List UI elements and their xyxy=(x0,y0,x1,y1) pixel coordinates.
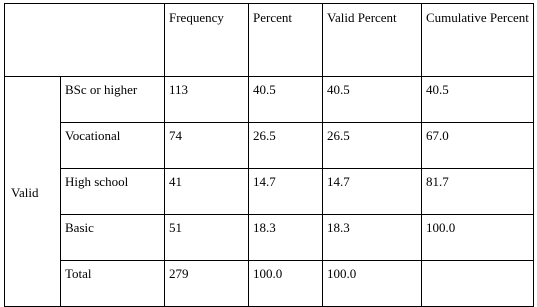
cell-percent: 26.5 xyxy=(249,123,323,169)
row-label: BSc or higher xyxy=(61,77,165,123)
cell-frequency: 279 xyxy=(165,261,249,307)
cell-frequency: 74 xyxy=(165,123,249,169)
table-row xyxy=(5,215,534,261)
cell-valid-percent: 26.5 xyxy=(323,123,422,169)
cell-valid-percent: 40.5 xyxy=(323,77,422,123)
group-label-valid: Valid xyxy=(5,77,61,307)
frequency-table xyxy=(4,3,534,307)
cell-cumulative-percent: 81.7 xyxy=(422,169,534,215)
cell-percent: 40.5 xyxy=(249,77,323,123)
cell-frequency: 41 xyxy=(165,169,249,215)
cell-cumulative-percent xyxy=(422,261,534,307)
cell-percent: 18.3 xyxy=(249,215,323,261)
header-cumulative-percent: Cumulative Percent xyxy=(422,4,534,77)
cell-valid-percent: 18.3 xyxy=(323,215,422,261)
row-label: Total xyxy=(61,261,165,307)
table-row xyxy=(5,123,534,169)
row-label: Vocational xyxy=(61,123,165,169)
cell-valid-percent: 14.7 xyxy=(323,169,422,215)
header-percent: Percent xyxy=(249,4,323,77)
table-row xyxy=(5,169,534,215)
cell-percent: 100.0 xyxy=(249,261,323,307)
cell-frequency: 113 xyxy=(165,77,249,123)
table-row xyxy=(5,77,534,123)
cell-percent: 14.7 xyxy=(249,169,323,215)
table-row xyxy=(5,261,534,307)
header-frequency: Frequency xyxy=(165,4,249,77)
row-label: High school xyxy=(61,169,165,215)
row-label: Basic xyxy=(61,215,165,261)
header-corner-cell xyxy=(5,4,165,77)
cell-valid-percent: 100.0 xyxy=(323,261,422,307)
cell-frequency: 51 xyxy=(165,215,249,261)
cell-cumulative-percent: 40.5 xyxy=(422,77,534,123)
cell-cumulative-percent: 100.0 xyxy=(422,215,534,261)
header-valid-percent: Valid Percent xyxy=(323,4,422,77)
cell-cumulative-percent: 67.0 xyxy=(422,123,534,169)
header-row xyxy=(5,4,534,77)
